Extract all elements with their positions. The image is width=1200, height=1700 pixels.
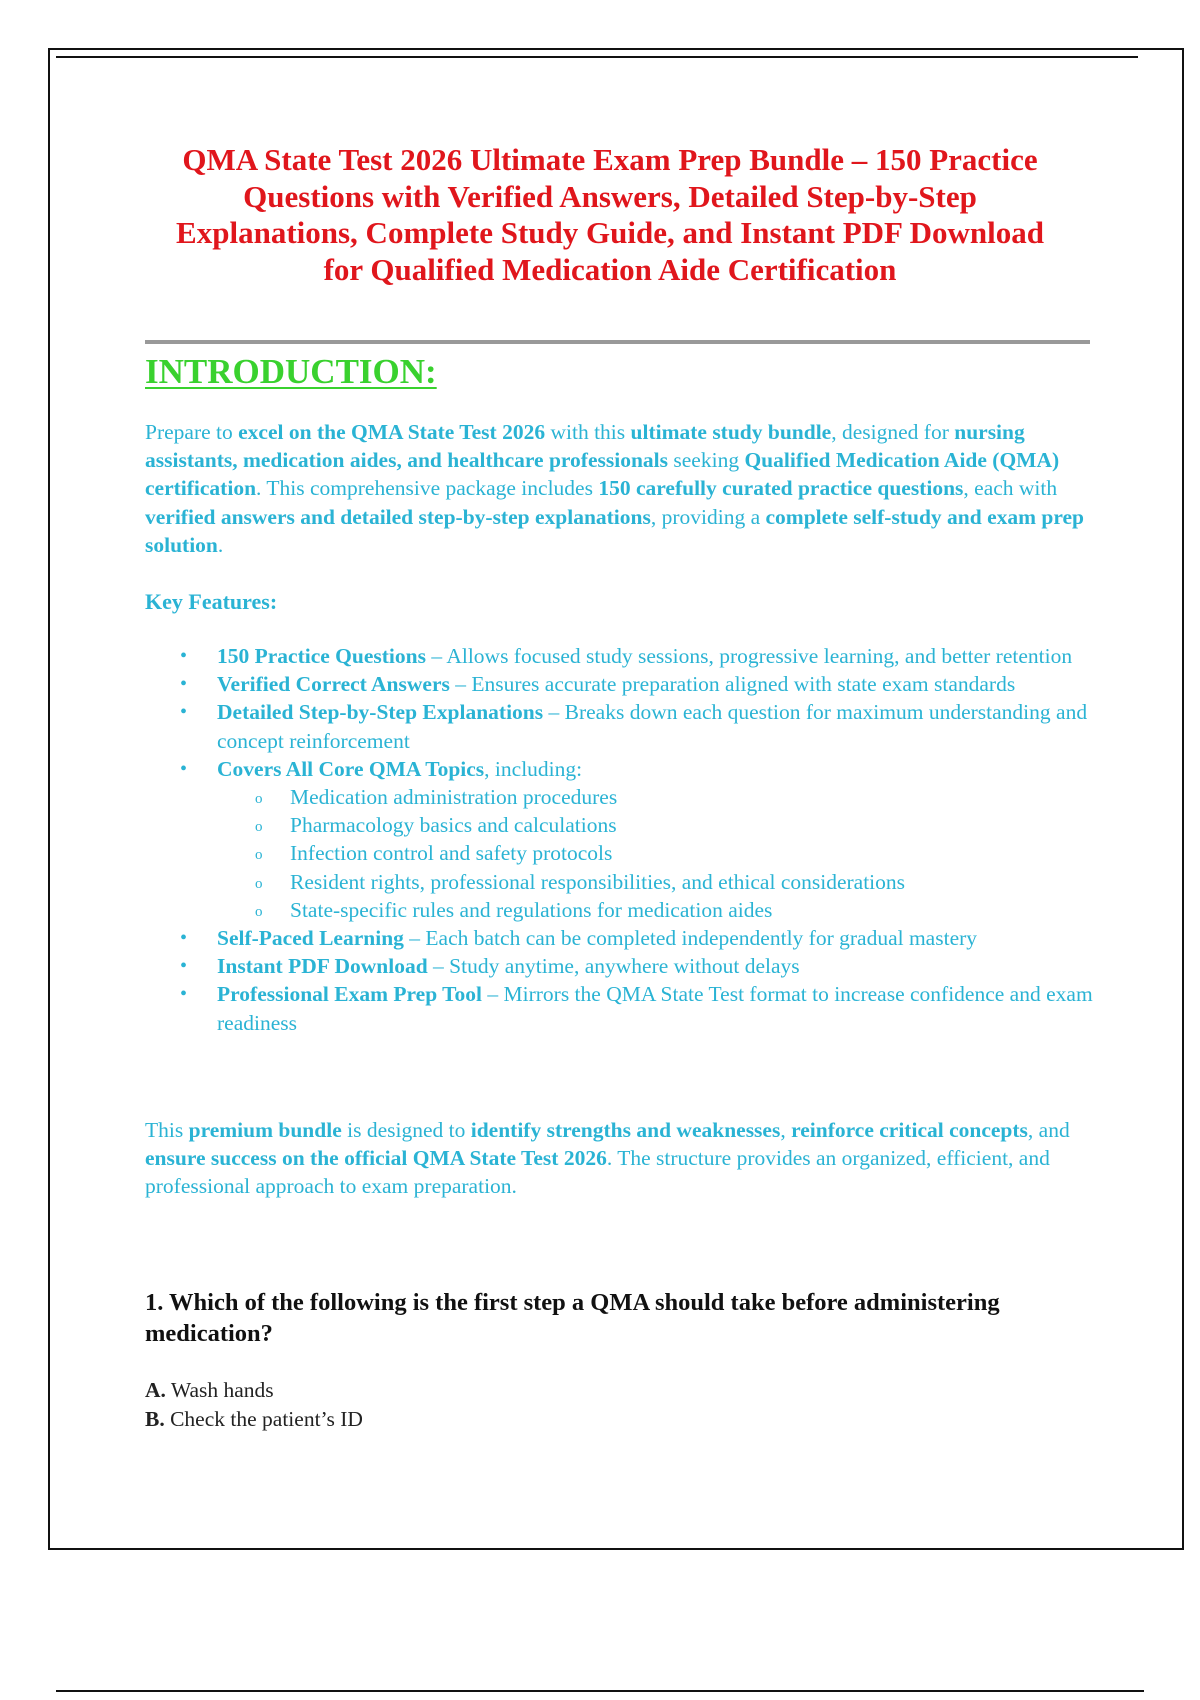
question-1-text: 1. Which of the following is the first step a QMA should take before administering medication? bbox=[145, 1289, 1000, 1347]
option-text: Check the patient’s ID bbox=[164, 1406, 363, 1431]
feature-item bbox=[180, 670, 1097, 698]
closing-text: , bbox=[780, 1118, 792, 1142]
title-line: Questions with Verified Answers, Detailed Step-by-Step bbox=[243, 178, 977, 214]
title-line: QMA State Test 2026 Ultimate Exam Prep Bundle – 150 Practice bbox=[182, 142, 1038, 177]
closing-paragraph bbox=[145, 1116, 1090, 1201]
bullet-icon: • bbox=[180, 701, 188, 724]
option-letter: B. bbox=[145, 1406, 165, 1431]
option-text: Wash hands bbox=[165, 1378, 274, 1402]
core-topic-item bbox=[255, 896, 1097, 924]
intro-text: . This comprehensive package includes bbox=[256, 476, 599, 501]
closing-emphasis: premium bundle bbox=[188, 1118, 342, 1142]
feature-item bbox=[180, 980, 1097, 1036]
closing-emphasis: reinforce critical concepts bbox=[791, 1118, 1028, 1142]
circle-bullet-icon: o bbox=[255, 875, 263, 892]
bottom-rule bbox=[56, 1690, 1144, 1692]
intro-emphasis: 150 carefully curated practice questions bbox=[598, 476, 964, 501]
core-topics-list bbox=[217, 783, 1097, 924]
feature-description: – Allows focused study sessions, progressive learning, and better retention bbox=[426, 644, 1073, 668]
closing-text: This bbox=[145, 1118, 189, 1142]
closing-emphasis: ensure success on the official QMA State Test 2026 bbox=[145, 1146, 607, 1171]
circle-bullet-icon: o bbox=[255, 791, 263, 808]
feature-item bbox=[180, 698, 1097, 754]
core-topic-item bbox=[255, 839, 1097, 867]
core-topic-item bbox=[255, 868, 1097, 896]
intro-emphasis: Qualified Medication Aide (QMA) certification bbox=[145, 448, 1060, 501]
bullet-icon: • bbox=[180, 955, 188, 978]
feature-description: – Ensures accurate preparation aligned with state exam standards bbox=[449, 672, 1016, 697]
feature-name: Verified Correct Answers bbox=[217, 672, 450, 697]
answer-option bbox=[145, 1405, 363, 1434]
closing-emphasis: identify strengths and weaknesses bbox=[470, 1118, 781, 1142]
feature-description: – Breaks down each question for maximum understanding and concept reinforcement bbox=[217, 700, 1088, 753]
core-topic-item bbox=[255, 783, 1097, 811]
circle-bullet-icon: o bbox=[255, 847, 263, 864]
title-line: Explanations, Complete Study Guide, and Instant PDF Download bbox=[176, 215, 1044, 250]
circle-bullet-icon: o bbox=[255, 819, 263, 836]
feature-item bbox=[180, 952, 1097, 980]
section-divider bbox=[145, 340, 1090, 344]
core-topic-text: Pharmacology basics and calculations bbox=[290, 813, 617, 838]
feature-description: , including: bbox=[484, 756, 583, 781]
option-letter: A. bbox=[145, 1378, 166, 1402]
intro-text: Prepare to bbox=[145, 420, 239, 444]
question-1-options bbox=[145, 1376, 363, 1433]
intro-text: seeking bbox=[668, 448, 745, 473]
intro-text: , each with bbox=[963, 476, 1058, 501]
feature-name: 150 Practice Questions bbox=[217, 644, 426, 668]
feature-name: Detailed Step-by-Step Explanations bbox=[217, 700, 544, 725]
feature-item bbox=[180, 642, 1097, 670]
closing-text: . The structure provides an organized, efficient, and professional approach to exam preparation. bbox=[145, 1146, 1050, 1199]
top-rule bbox=[56, 56, 1138, 58]
feature-description: – Each batch can be completed independently for gradual mastery bbox=[403, 926, 978, 951]
intro-emphasis: verified answers and detailed step-by-step explanations bbox=[145, 504, 651, 529]
features-list bbox=[180, 642, 1097, 1037]
introduction-heading: INTRODUCTION: bbox=[145, 352, 437, 391]
feature-item bbox=[180, 924, 1097, 952]
closing-text: is designed to bbox=[341, 1118, 471, 1142]
core-topic-item bbox=[255, 811, 1097, 839]
core-topic-text: State-specific rules and regulations for medication aides bbox=[290, 897, 773, 922]
intro-emphasis: ultimate study bundle bbox=[630, 420, 832, 444]
document-title bbox=[140, 142, 1080, 288]
closing-text: , and bbox=[1027, 1118, 1070, 1142]
intro-text: , providing a bbox=[650, 504, 766, 529]
feature-name: Instant PDF Download bbox=[217, 954, 428, 979]
intro-text: . bbox=[217, 532, 224, 557]
circle-bullet-icon: o bbox=[255, 903, 263, 920]
answer-option bbox=[145, 1376, 363, 1405]
intro-text: with this bbox=[545, 420, 631, 444]
feature-description: – Study anytime, anywhere without delays bbox=[427, 954, 800, 979]
feature-name: Professional Exam Prep Tool bbox=[217, 982, 482, 1007]
intro-emphasis: complete self-study and exam prep solution bbox=[145, 504, 1085, 557]
bullet-icon: • bbox=[180, 927, 188, 950]
title-line: for Qualified Medication Aide Certification bbox=[323, 251, 897, 287]
core-topic-text: Medication administration procedures bbox=[290, 785, 618, 810]
bullet-icon: • bbox=[180, 673, 188, 696]
intro-text: , designed for bbox=[831, 420, 955, 444]
key-features-heading: Key Features: bbox=[145, 589, 278, 614]
bullet-icon: • bbox=[180, 645, 188, 667]
introduction-paragraph bbox=[145, 418, 1085, 559]
intro-emphasis: excel on the QMA State Test 2026 bbox=[238, 420, 546, 444]
core-topic-text: Infection control and safety protocols bbox=[290, 841, 613, 866]
bullet-icon: • bbox=[180, 757, 188, 780]
feature-item bbox=[180, 755, 1097, 924]
feature-name: Self-Paced Learning bbox=[217, 926, 404, 951]
feature-description: – Mirrors the QMA State Test format to increase confidence and exam readiness bbox=[217, 982, 1093, 1035]
feature-name: Covers All Core QMA Topics bbox=[217, 756, 485, 781]
bullet-icon: • bbox=[180, 983, 188, 1006]
core-topic-text: Resident rights, professional responsibilities, and ethical considerations bbox=[290, 869, 906, 894]
intro-emphasis: nursing assistants, medication aides, and healthcare professionals bbox=[145, 420, 1025, 473]
